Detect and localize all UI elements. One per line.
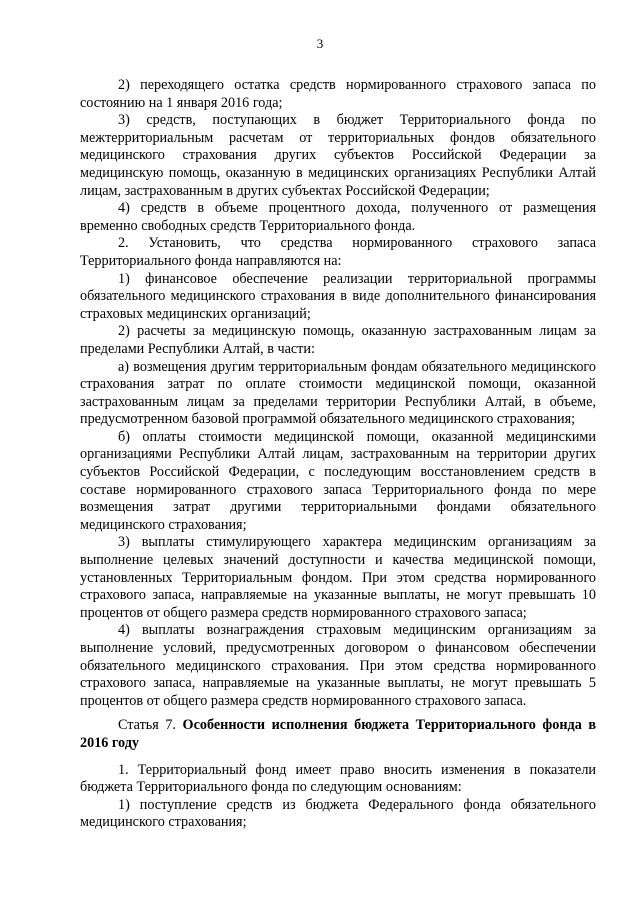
article-label: Статья 7. <box>118 717 176 734</box>
page-number: 3 <box>316 36 324 51</box>
paragraph: 4) выплаты вознаграждения страховым медицинским организациям за выполнение условий, предусмотренных договором о финансовом обеспечении обязательного медицинского страхования. При этом средства нормированного страхового запаса, направляемые на указанные выплаты, не могут превышать 5 процентов от общего размера средств нормированного страхового запаса. <box>80 622 596 709</box>
article-title: Особенности исполнения бюджета Территориального фонда в 2016 году <box>80 717 596 751</box>
paragraph: б) оплаты стоимости медицинской помощи, оказанной медицинскими организациями Республики Алтай лицам, застрахованным на территории других субъектов Российской Федерации, с последующим восстановлением средств в составе нормированного страхового запаса Территориального фонда по мере возмещения затрат другими территориальными фондами обязательного медицинского страхования; <box>80 428 596 533</box>
paragraph: 1. Территориальный фонд имеет право вносить изменения в показатели бюджета Территориального фонда по следующим основаниям: <box>80 761 596 796</box>
paragraph: а) возмещения другим территориальным фондам обязательного медицинского страхования затрат по оплате стоимости медицинской помощи, оказанной застрахованным лицам за пределами территории Республики Алтай, в объеме, предусмотренном базовой программой обязательного медицинского страхования; <box>80 358 596 428</box>
paragraph: 1) финансовое обеспечение реализации территориальной программы обязательного медицинского страхования в виде дополнительного финансирования страховых медицинских организаций; <box>80 270 596 322</box>
document-body <box>80 77 596 832</box>
paragraph: 3) средств, поступающих в бюджет Территориального фонда по межтерриториальным расчетам от территориальных фондов обязательного медицинского страхования других субъектов Российской Федерации за медицинскую помощь, оказанную в медицинских организациях Республики Алтай лицам, застрахованным в других субъектах Российской Федерации; <box>80 112 596 199</box>
paragraph: 2) переходящего остатка средств нормированного страхового запаса по состоянию на 1 января 2016 года; <box>80 77 596 111</box>
paragraph: 3) выплаты стимулирующего характера медицинским организациям за выполнение целевых значений доступности и качества медицинской помощи, установленных Территориальным фондом. При этом средства нормированного страхового запаса, направляемые на указанные выплаты, не могут превышать 10 процентов от общего размера средств нормированного страхового запаса; <box>80 534 596 621</box>
paragraph: 4) средств в объеме процентного дохода, полученного от размещения временно свободных средств Территориального фонда. <box>80 200 596 234</box>
paragraph: 2) расчеты за медицинскую помощь, оказанную застрахованным лицам за пределами Республики Алтай, в части: <box>80 323 596 357</box>
article-heading <box>80 717 596 752</box>
paragraph: 1) поступление средств из бюджета Федерального фонда обязательного медицинского страхования; <box>80 796 596 831</box>
paragraph: 2. Установить, что средства нормированного страхового запаса Территориального фонда направляются на: <box>80 235 596 269</box>
